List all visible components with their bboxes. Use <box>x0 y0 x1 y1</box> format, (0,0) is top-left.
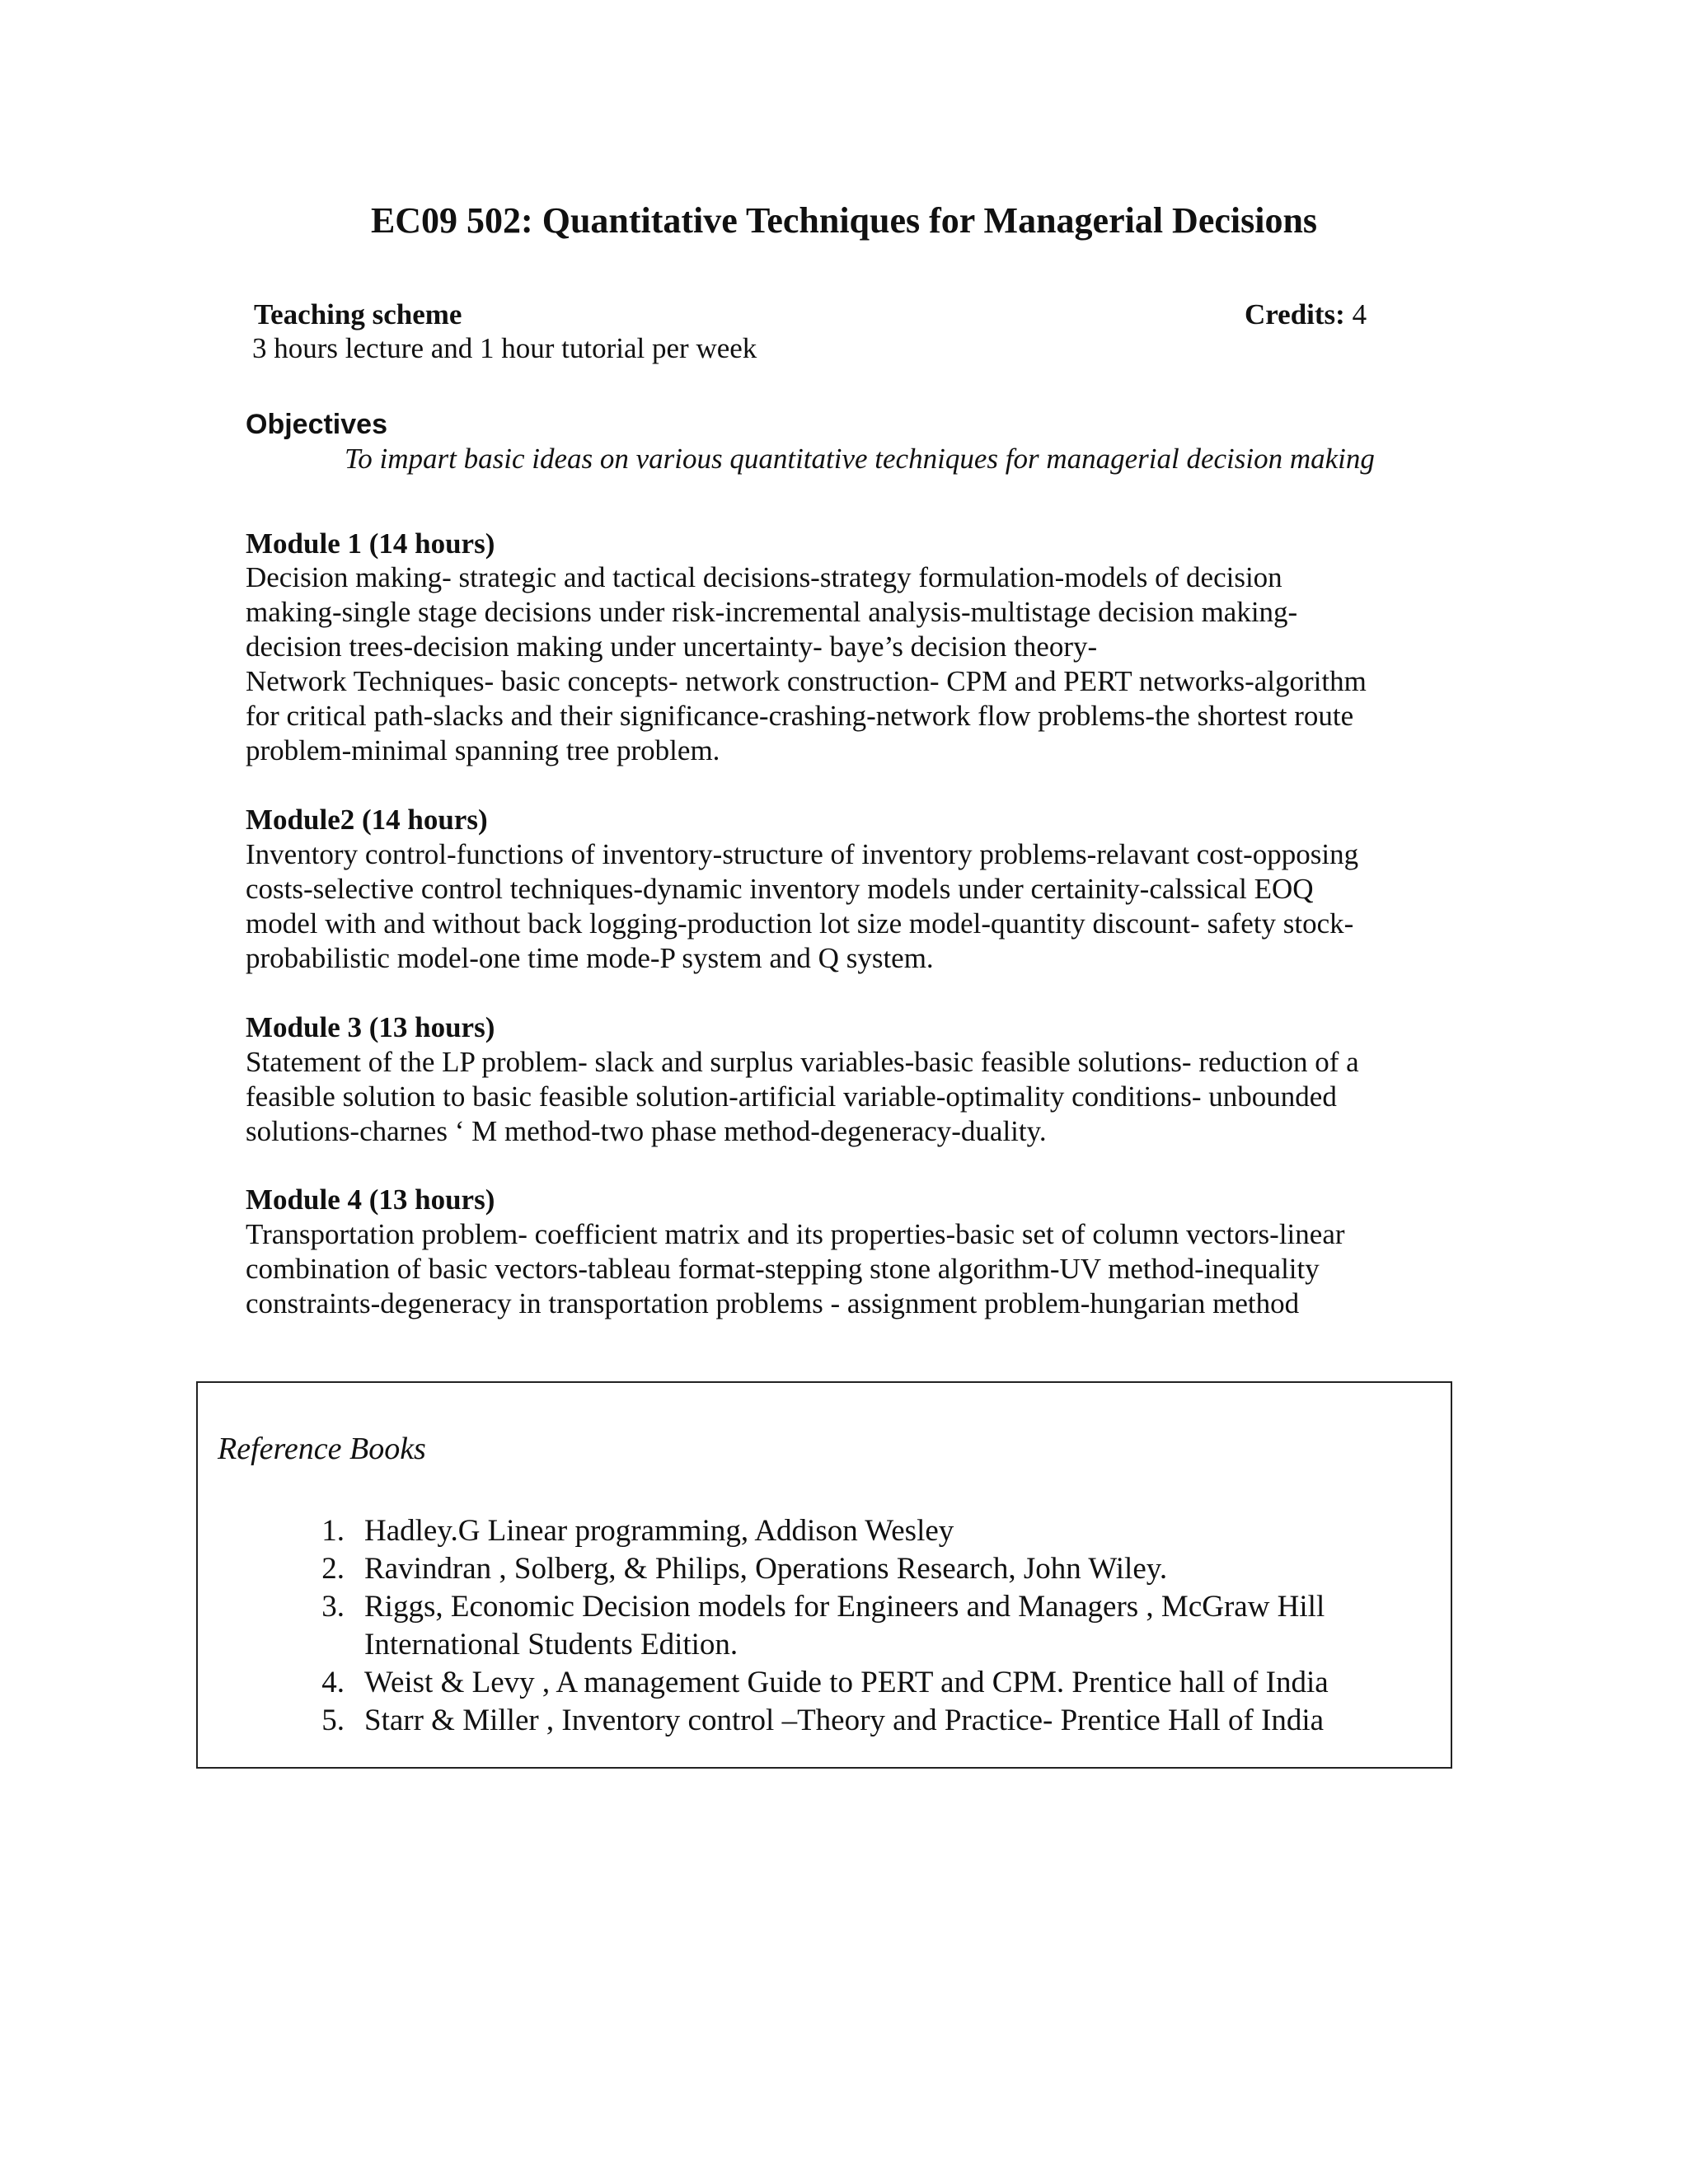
reference-book: Ravindran , Solberg, & Philips, Operations Research, John Wiley. <box>364 1552 1168 1586</box>
module-1-heading: Module 1 (14 hours) <box>246 527 495 560</box>
reference-number: 1. <box>321 1514 345 1548</box>
page-title: EC09 502: Quantitative Techniques for Managerial Decisions <box>370 200 1318 241</box>
reference-book: Weist & Levy , A management Guide to PERT and CPM. Prentice hall of India <box>364 1666 1329 1699</box>
objectives-heading: Objectives <box>246 409 387 440</box>
reference-books-heading: Reference Books <box>218 1432 426 1466</box>
module-1-line: Decision making- strategic and tactical decisions-strategy formulation-models of decision <box>246 561 1282 593</box>
module-1-line: for critical path-slacks and their significance-crashing-network flow problems-the shortest route <box>246 700 1354 732</box>
module-2-line: Inventory control-functions of inventory-structure of inventory problems-relavant cost-opposing <box>246 838 1359 870</box>
module-3-heading: Module 3 (13 hours) <box>246 1011 495 1043</box>
reference-book: Hadley.G Linear programming, Addison Wesley <box>364 1514 954 1548</box>
teaching-scheme-label: Teaching scheme <box>254 298 462 330</box>
reference-book: Riggs, Economic Decision models for Engineers and Managers , McGraw Hill <box>364 1590 1325 1624</box>
credits-value: 4 <box>1344 298 1367 330</box>
credits <box>1245 298 1367 331</box>
module-2-line: costs-selective control techniques-dynamic inventory models under certainity-calssical EOQ <box>246 873 1314 905</box>
module-4-line: combination of basic vectors-tableau format-stepping stone algorithm-UV method-inequality <box>246 1253 1320 1285</box>
reference-number: 5. <box>321 1704 345 1737</box>
module-3-line: Statement of the LP problem- slack and surplus variables-basic feasible solutions- reduction of a <box>246 1046 1359 1078</box>
reference-book-continued: International Students Edition. <box>364 1628 738 1661</box>
reference-number: 3. <box>321 1590 345 1624</box>
credits-label: Credits: <box>1245 298 1345 330</box>
module-2-line: model with and without back logging-production lot size model-quantity discount- safety stock- <box>246 907 1354 940</box>
objectives-text: To impart basic ideas on various quantitative techniques for managerial decision making <box>345 443 1375 475</box>
module-2-heading: Module2 (14 hours) <box>246 804 488 836</box>
module-4-line: Transportation problem- coefficient matrix and its properties-basic set of column vectors-linear <box>246 1218 1345 1250</box>
module-4-heading: Module 4 (13 hours) <box>246 1183 495 1216</box>
module-4-line: constraints-degeneracy in transportation problems - assignment problem-hungarian method <box>246 1287 1300 1319</box>
module-3-line: feasible solution to basic feasible solution-artificial variable-optimality conditions- unbounded <box>246 1080 1337 1113</box>
module-3-line: solutions-charnes ‘ M method-two phase method-degeneracy-duality. <box>246 1115 1047 1147</box>
reference-number: 4. <box>321 1666 345 1699</box>
module-1-line: Network Techniques- basic concepts- network construction- CPM and PERT networks-algorithm <box>246 665 1367 697</box>
module-1-line: problem-minimal spanning tree problem. <box>246 734 720 766</box>
reference-number: 2. <box>321 1552 345 1586</box>
module-1-line: making-single stage decisions under risk-incremental analysis-multistage decision making- <box>246 596 1298 628</box>
reference-book: Starr & Miller , Inventory control –Theory and Practice- Prentice Hall of India <box>364 1704 1325 1737</box>
module-2-line: probabilistic model-one time mode-P system and Q system. <box>246 942 934 974</box>
module-1-line: decision trees-decision making under uncertainty- baye’s decision theory- <box>246 630 1098 663</box>
teaching-hours: 3 hours lecture and 1 hour tutorial per week <box>252 332 757 364</box>
